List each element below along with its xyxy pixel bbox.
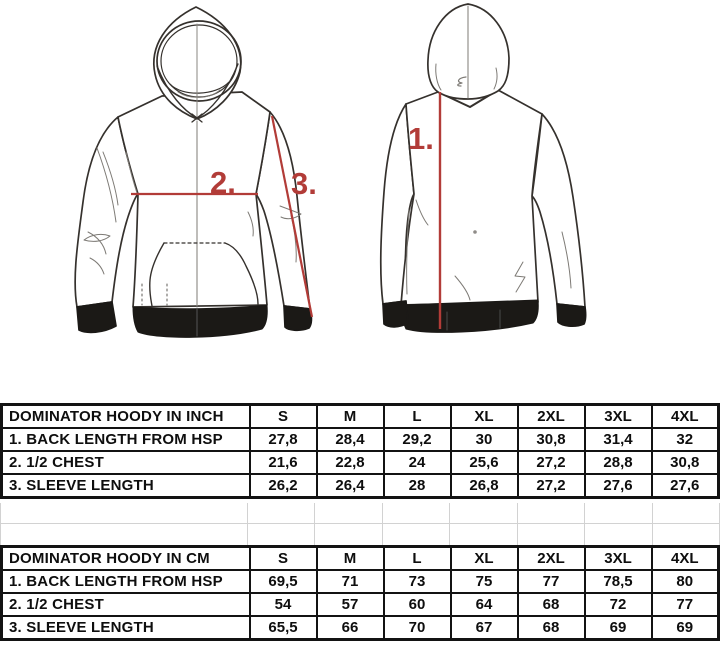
table-header-row	[2, 547, 719, 571]
table-title: DOMINATOR HOODY IN CM	[2, 547, 250, 571]
size-column-header: 3XL	[585, 405, 652, 429]
size-cell: 67	[451, 616, 518, 640]
measure-label-3: 3.	[291, 166, 317, 201]
size-cell: 30	[451, 428, 518, 451]
size-cell: 72	[585, 593, 652, 616]
size-cell: 27,6	[652, 474, 719, 498]
size-cell: 28,8	[585, 451, 652, 474]
size-cell: 66	[317, 616, 384, 640]
table-header-row	[2, 405, 719, 429]
size-column-header: 4XL	[652, 547, 719, 571]
size-cell: 69	[585, 616, 652, 640]
table-row	[2, 451, 719, 474]
size-cell: 77	[518, 570, 585, 593]
size-cell: 24	[384, 451, 451, 474]
size-column-header: 2XL	[518, 405, 585, 429]
size-cell: 27,2	[518, 474, 585, 498]
size-cell: 69,5	[250, 570, 317, 593]
size-cell: 22,8	[317, 451, 384, 474]
size-cell: 30,8	[652, 451, 719, 474]
size-column-header: S	[250, 405, 317, 429]
table-row	[2, 570, 719, 593]
spreadsheet-gap-grid	[0, 503, 720, 545]
table-title: DOMINATOR HOODY IN INCH	[2, 405, 250, 429]
size-cell: 60	[384, 593, 451, 616]
table-row	[2, 428, 719, 451]
measurement-label: 3. SLEEVE LENGTH	[2, 616, 250, 640]
size-cell: 69	[652, 616, 719, 640]
size-cell: 26,4	[317, 474, 384, 498]
size-cell: 57	[317, 593, 384, 616]
size-cell: 80	[652, 570, 719, 593]
size-cell: 27,6	[585, 474, 652, 498]
hoodie-front-diagram	[75, 7, 311, 337]
measurement-label: 2. 1/2 CHEST	[2, 593, 250, 616]
size-cell: 32	[652, 428, 719, 451]
hoodie-back-diagram	[381, 4, 586, 332]
size-cell: 25,6	[451, 451, 518, 474]
size-cell: 75	[451, 570, 518, 593]
size-column-header: 3XL	[585, 547, 652, 571]
size-cell: 26,2	[250, 474, 317, 498]
size-column-header: L	[384, 405, 451, 429]
size-cell: 65,5	[250, 616, 317, 640]
size-cell: 27,2	[518, 451, 585, 474]
table-row	[2, 474, 719, 498]
size-cell: 68	[518, 593, 585, 616]
table-row	[2, 616, 719, 640]
size-column-header: M	[317, 405, 384, 429]
table-row	[2, 593, 719, 616]
size-cell: 21,6	[250, 451, 317, 474]
size-cell: 68	[518, 616, 585, 640]
size-cell: 27,8	[250, 428, 317, 451]
size-cell: 28	[384, 474, 451, 498]
size-cell: 26,8	[451, 474, 518, 498]
size-column-header: L	[384, 547, 451, 571]
measurement-label: 1. BACK LENGTH FROM HSP	[2, 570, 250, 593]
size-cell: 30,8	[518, 428, 585, 451]
measurement-label: 1. BACK LENGTH FROM HSP	[2, 428, 250, 451]
size-table-cm	[0, 545, 720, 641]
size-cell: 64	[451, 593, 518, 616]
size-cell: 73	[384, 570, 451, 593]
size-cell: 78,5	[585, 570, 652, 593]
size-column-header: 2XL	[518, 547, 585, 571]
size-cell: 31,4	[585, 428, 652, 451]
measure-label-2: 2.	[210, 165, 236, 200]
size-column-header: S	[250, 547, 317, 571]
size-cell: 71	[317, 570, 384, 593]
size-cell: 70	[384, 616, 451, 640]
size-cell: 28,4	[317, 428, 384, 451]
size-cell: 29,2	[384, 428, 451, 451]
size-cell: 54	[250, 593, 317, 616]
measurement-label: 3. SLEEVE LENGTH	[2, 474, 250, 498]
size-column-header: M	[317, 547, 384, 571]
size-column-header: 4XL	[652, 405, 719, 429]
measurement-label: 2. 1/2 CHEST	[2, 451, 250, 474]
size-table-inch	[0, 403, 720, 499]
measure-label-1: 1.	[408, 121, 434, 156]
size-column-header: XL	[451, 405, 518, 429]
size-cell: 77	[652, 593, 719, 616]
size-column-header: XL	[451, 547, 518, 571]
